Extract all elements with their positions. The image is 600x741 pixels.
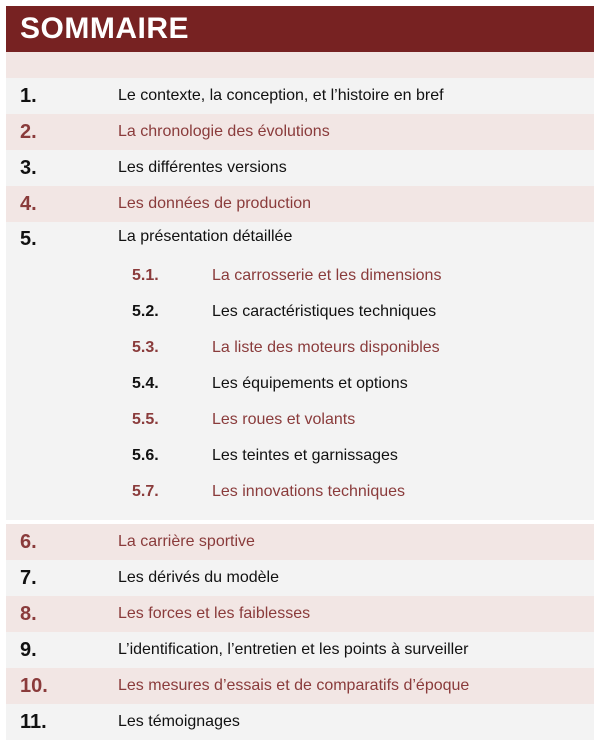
toc-subitem-5-4[interactable] (6, 366, 594, 402)
toc-subitem-label: Les caractéristiques techniques (212, 303, 437, 320)
toc-subitem-5-2[interactable] (6, 294, 594, 330)
toc-item-label: La chronologie des évolutions (118, 123, 330, 140)
toc-header (6, 6, 594, 52)
toc-item-10[interactable] (6, 668, 594, 704)
toc-item-label: Les dérivés du modèle (118, 569, 279, 586)
toc-item-number: 9. (20, 638, 37, 661)
toc-subitem-label: Les équipements et options (212, 375, 408, 392)
toc-item-6[interactable] (6, 524, 594, 560)
toc-item-11[interactable] (6, 704, 594, 740)
toc-subitem-5-6[interactable] (6, 438, 594, 474)
toc-item-1[interactable] (6, 78, 594, 114)
toc-item-number: 10. (20, 674, 48, 697)
toc-subitem-label: Les roues et volants (212, 411, 356, 428)
header-spacer (6, 52, 594, 78)
toc-item-number: 7. (20, 566, 37, 589)
page-title: SOMMAIRE (20, 12, 189, 45)
toc-subitem-number: 5.7. (132, 483, 159, 500)
toc-item-4[interactable] (6, 186, 594, 222)
table-of-contents (6, 6, 594, 740)
toc-item-9[interactable] (6, 632, 594, 668)
toc-subitem-number: 5.3. (132, 339, 159, 356)
toc-item-label: La carrière sportive (118, 533, 255, 550)
toc-subitem-5-3[interactable] (6, 330, 594, 366)
toc-subitem-label: Les teintes et garnissages (212, 447, 398, 464)
toc-subitem-label: La liste des moteurs disponibles (212, 339, 440, 356)
toc-item-number: 11. (20, 710, 47, 733)
toc-subitem-5-5[interactable] (6, 402, 594, 438)
toc-item-2[interactable] (6, 114, 594, 150)
toc-item-label: Les forces et les faiblesses (118, 605, 311, 622)
toc-subitem-number: 5.2. (132, 303, 159, 320)
toc-item-7[interactable] (6, 560, 594, 596)
toc-item-number: 1. (20, 84, 37, 107)
toc-item-number: 5. (20, 228, 37, 250)
toc-item-number: 3. (20, 156, 37, 179)
toc-item-number: 6. (20, 530, 37, 553)
toc-subitem-number: 5.6. (132, 447, 159, 464)
toc-item-number: 8. (20, 602, 37, 625)
toc-item-number: 4. (20, 192, 37, 215)
toc-item-label: Le contexte, la conception, et l’histoire en bref (118, 87, 444, 104)
toc-subitem-label: La carrosserie et les dimensions (212, 267, 442, 284)
toc-subitem-number: 5.5. (132, 411, 159, 428)
toc-item-3[interactable] (6, 150, 594, 186)
toc-item-label: Les différentes versions (118, 159, 287, 176)
toc-subitem-5-1[interactable] (6, 258, 594, 294)
toc-subitem-5-7[interactable] (6, 474, 594, 510)
toc-item-label: Les données de production (118, 195, 312, 212)
toc-item-label: Les témoignages (118, 713, 240, 730)
toc-subitem-number: 5.4. (132, 375, 159, 392)
toc-subitem-label: Les innovations techniques (212, 483, 406, 500)
toc-item-label: L’identification, l’entretien et les points à surveiller (118, 641, 469, 658)
toc-section-5 (6, 222, 594, 520)
toc-item-label: Les mesures d’essais et de comparatifs d’époque (118, 677, 470, 694)
toc-item-5[interactable] (6, 222, 594, 258)
toc-item-label: La présentation détaillée (118, 228, 293, 245)
toc-item-number: 2. (20, 120, 37, 143)
toc-subitem-number: 5.1. (132, 267, 159, 284)
toc-item-8[interactable] (6, 596, 594, 632)
